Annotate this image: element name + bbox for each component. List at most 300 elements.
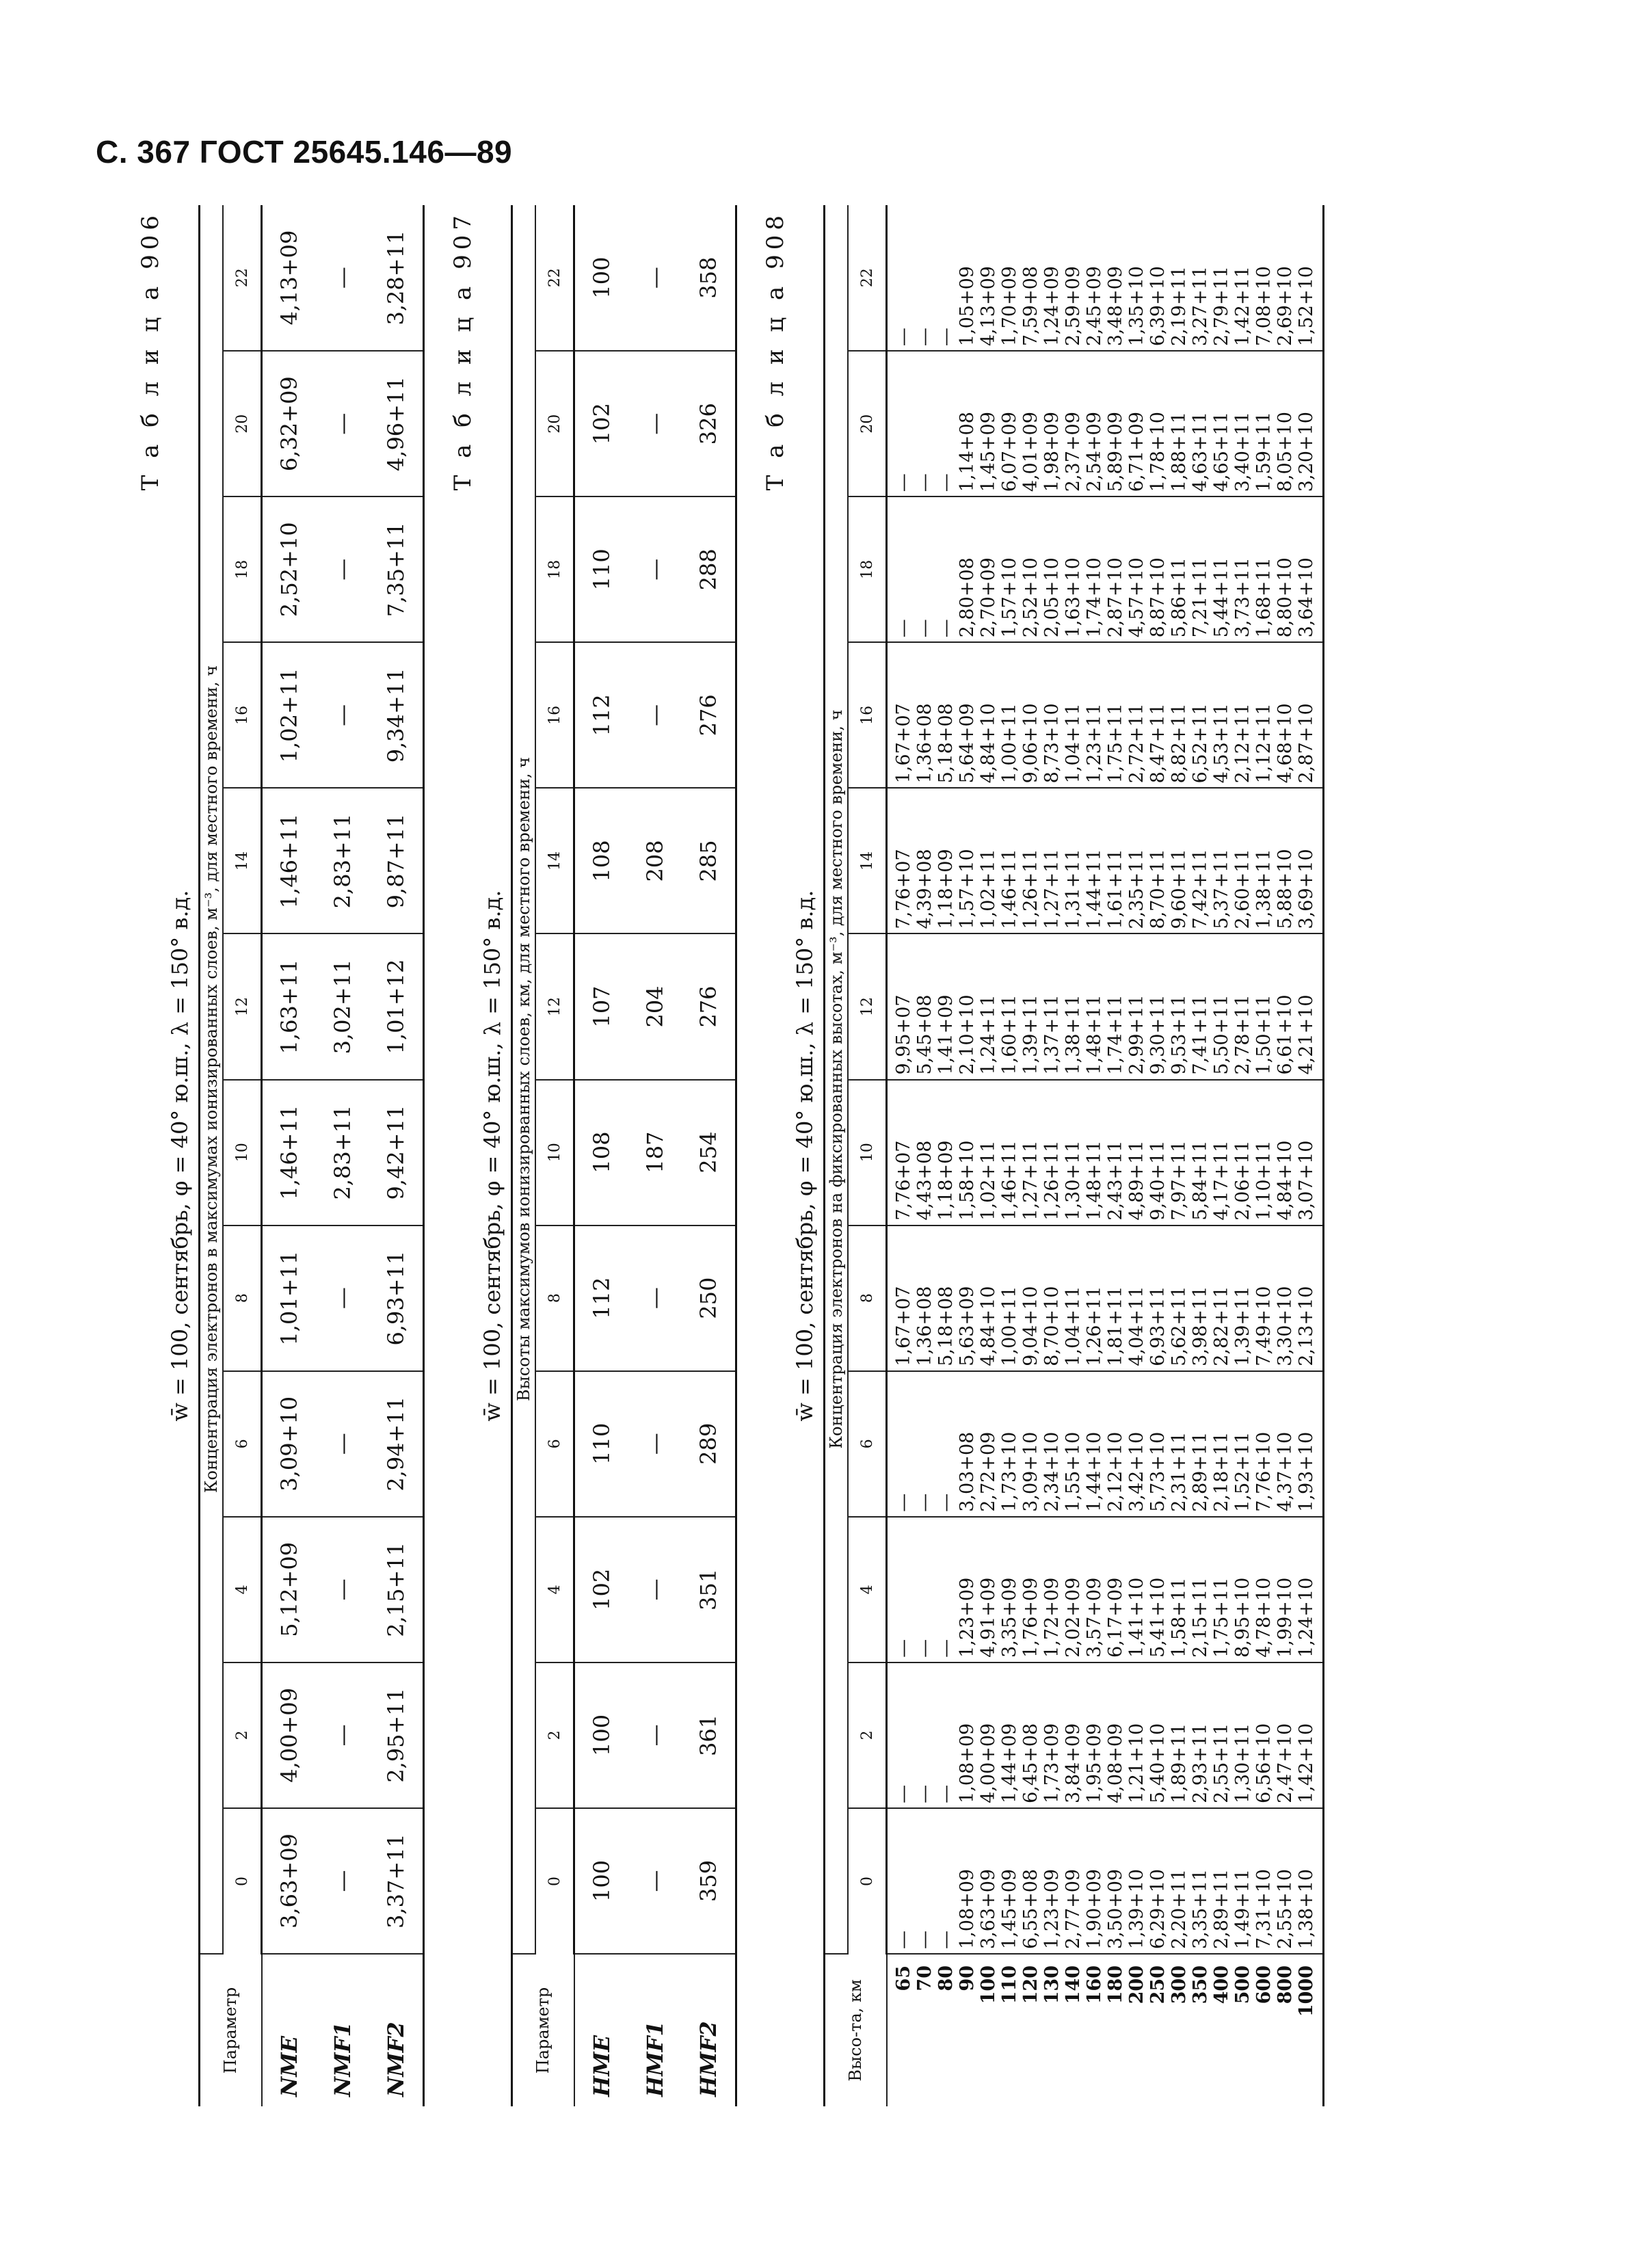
value-cell: 1,60+11 <box>999 933 1020 1079</box>
value-cell: 1,18+09 <box>935 788 957 933</box>
value-cell: 110 <box>574 1371 629 1517</box>
value-cell: 208 <box>628 788 682 933</box>
value-cell: 4,37+10 <box>1275 1371 1296 1517</box>
hour-header: 2 <box>848 1662 887 1808</box>
value-cell: 3,09+10 <box>262 1371 317 1517</box>
value-cell: 8,80+10 <box>1275 496 1296 642</box>
value-cell: 2,35+11 <box>1126 788 1147 933</box>
value-cell: 204 <box>628 933 682 1079</box>
value-cell: 1,58+10 <box>957 1080 978 1226</box>
value-cell: 8,95+10 <box>1232 1517 1253 1662</box>
value-cell: 2,83+11 <box>316 788 369 933</box>
value-cell: 2,72+09 <box>978 1371 999 1517</box>
value-cell: 3,35+11 <box>1190 1808 1211 1954</box>
value-cell: 4,84+10 <box>978 642 999 788</box>
table-row <box>316 205 369 2106</box>
value-cell: 1,39+10 <box>1126 1808 1147 1954</box>
value-cell: — <box>628 1371 682 1517</box>
value-cell: 7,76+10 <box>1253 1371 1275 1517</box>
value-cell: 9,40+11 <box>1147 1080 1169 1226</box>
value-cell: 1,38+10 <box>1296 1808 1324 1954</box>
value-cell: 3,03+08 <box>957 1371 978 1517</box>
value-cell: — <box>887 1662 915 1808</box>
value-cell: — <box>628 496 682 642</box>
value-cell: 3,30+10 <box>1275 1226 1296 1371</box>
value-cell: 1,30+11 <box>1063 1080 1084 1226</box>
hour-header: 0 <box>848 1808 887 1954</box>
value-cell: 3,40+11 <box>1232 351 1253 496</box>
value-cell: 7,35+11 <box>369 496 424 642</box>
value-cell: 5,40+10 <box>1147 1662 1169 1808</box>
table-907 <box>511 205 737 2106</box>
value-cell: — <box>316 642 369 788</box>
value-cell: 6,52+11 <box>1190 642 1211 788</box>
height-header: Высо-та, км <box>825 1954 887 2106</box>
value-cell: 1,10+11 <box>1253 1080 1275 1226</box>
hour-header: 12 <box>535 933 574 1079</box>
height-cell: 110 <box>999 1965 1020 2004</box>
table-row <box>887 205 915 2106</box>
height-cell: 130 <box>1041 1965 1063 2004</box>
value-cell: 2,15+11 <box>369 1517 424 1662</box>
value-cell: 7,49+10 <box>1253 1226 1275 1371</box>
value-cell: 1,48+11 <box>1084 933 1105 1079</box>
table-907-body <box>574 205 736 2106</box>
group-header: Концентрация электронов в максимумах ионизированных слоев, м⁻³, для местного времени, ч <box>200 205 224 1954</box>
value-cell: — <box>316 1226 369 1371</box>
value-cell: 7,59+08 <box>1020 205 1041 351</box>
table-row <box>1296 205 1324 2106</box>
value-cell: 1,46+11 <box>999 788 1020 933</box>
param-name: NMF1 <box>330 2022 356 2097</box>
value-cell: 3,50+09 <box>1105 1808 1126 1954</box>
value-cell: 2,05+10 <box>1041 496 1063 642</box>
value-cell: 2,31+11 <box>1169 1371 1190 1517</box>
value-cell: 1,95+09 <box>1084 1662 1105 1808</box>
hour-header: 8 <box>223 1226 262 1371</box>
value-cell: 3,73+11 <box>1232 496 1253 642</box>
hour-header: 0 <box>223 1808 262 1954</box>
value-cell: 2,80+08 <box>957 496 978 642</box>
height-cell: 180 <box>1105 1965 1126 2004</box>
value-cell: 7,97+11 <box>1169 1080 1190 1226</box>
value-cell: 2,89+11 <box>1190 1371 1211 1517</box>
value-cell: 358 <box>682 205 736 351</box>
value-cell: — <box>628 351 682 496</box>
value-cell: 1,37+11 <box>1041 933 1063 1079</box>
height-cell: 160 <box>1084 1965 1105 2004</box>
value-cell: 1,01+11 <box>262 1226 317 1371</box>
value-cell: 7,31+10 <box>1253 1808 1275 1954</box>
table-908-condition: w̄ = 100, сентябрь, φ = 40° ю.ш., λ = 150° в.д. <box>792 890 818 1422</box>
value-cell: 359 <box>682 1808 736 1954</box>
table-906-condition: w̄ = 100, сентябрь, φ = 40° ю.ш., λ = 150° в.д. <box>167 890 193 1422</box>
value-cell: — <box>914 1808 935 1954</box>
value-cell: 4,84+10 <box>978 1226 999 1371</box>
hour-header: 4 <box>223 1517 262 1662</box>
value-cell: 1,63+11 <box>262 933 317 1079</box>
value-cell: 3,02+11 <box>316 933 369 1079</box>
value-cell: 108 <box>574 1080 629 1226</box>
value-cell: 1,36+08 <box>914 642 935 788</box>
value-cell: 2,54+09 <box>1084 351 1105 496</box>
param-name: NME <box>276 2035 302 2097</box>
value-cell: 4,65+11 <box>1211 351 1232 496</box>
value-cell: 6,61+10 <box>1275 933 1296 1079</box>
table-908-block <box>762 205 1324 2106</box>
value-cell: 1,48+11 <box>1084 1080 1105 1226</box>
table-row <box>1253 205 1275 2106</box>
value-cell: 1,38+11 <box>1063 933 1084 1079</box>
value-cell: 1,12+11 <box>1253 642 1275 788</box>
value-cell: 6,39+10 <box>1147 205 1169 351</box>
value-cell: 5,73+10 <box>1147 1371 1169 1517</box>
value-cell: 9,42+11 <box>369 1080 424 1226</box>
value-cell: 1,89+11 <box>1169 1662 1190 1808</box>
value-cell: 5,63+09 <box>957 1226 978 1371</box>
value-cell: 1,44+10 <box>1084 1371 1105 1517</box>
value-cell: 2,55+11 <box>1211 1662 1232 1808</box>
table-907-label: Т а б л и ц а 907 <box>449 211 477 491</box>
value-cell: 5,64+09 <box>957 642 978 788</box>
value-cell: 2,12+11 <box>1232 642 1253 788</box>
hour-header: 16 <box>848 642 887 788</box>
value-cell: 3,63+09 <box>978 1808 999 1954</box>
table-906 <box>198 205 425 2106</box>
value-cell: 276 <box>682 642 736 788</box>
value-cell: 7,21+11 <box>1190 496 1211 642</box>
value-cell: 1,45+09 <box>999 1808 1020 1954</box>
value-cell: 1,41+09 <box>935 933 957 1079</box>
value-cell: 1,58+11 <box>1169 1517 1190 1662</box>
value-cell: 4,89+11 <box>1126 1080 1147 1226</box>
value-cell: 1,61+11 <box>1105 788 1126 933</box>
value-cell: 1,49+11 <box>1232 1808 1253 1954</box>
value-cell: 1,04+11 <box>1063 642 1084 788</box>
value-cell: 6,32+09 <box>262 351 317 496</box>
value-cell: 3,27+11 <box>1190 205 1211 351</box>
value-cell: 2,89+11 <box>1211 1808 1232 1954</box>
table-row <box>1275 205 1296 2106</box>
value-cell: 2,19+11 <box>1169 205 1190 351</box>
group-header: Высоты максимумов ионизированных слоев, км, для местного времени, ч <box>512 205 536 1954</box>
value-cell: 1,98+09 <box>1041 351 1063 496</box>
value-cell: 6,93+11 <box>369 1226 424 1371</box>
value-cell: — <box>628 205 682 351</box>
value-cell: — <box>316 496 369 642</box>
value-cell: 2,47+10 <box>1275 1662 1296 1808</box>
value-cell: — <box>935 1662 957 1808</box>
table-row <box>1084 205 1105 2106</box>
value-cell: 1,24+10 <box>1296 1517 1324 1662</box>
value-cell: 1,36+08 <box>914 1226 935 1371</box>
value-cell: 2,93+11 <box>1190 1662 1211 1808</box>
value-cell: 8,70+11 <box>1147 788 1169 933</box>
value-cell: — <box>887 1517 915 1662</box>
table-row <box>1169 205 1190 2106</box>
height-cell: 65 <box>892 1965 914 1991</box>
value-cell: 5,62+11 <box>1169 1226 1190 1371</box>
value-cell: 5,86+11 <box>1169 496 1190 642</box>
height-cell: 500 <box>1232 1965 1253 2004</box>
hours-row <box>848 205 887 2106</box>
value-cell: 6,93+11 <box>1147 1226 1169 1371</box>
value-cell: — <box>914 1517 935 1662</box>
table-row <box>1211 205 1232 2106</box>
value-cell: 276 <box>682 933 736 1079</box>
value-cell: — <box>887 1808 915 1954</box>
value-cell: 8,47+11 <box>1147 642 1169 788</box>
group-header: Концентрация электронов на фиксированных высотах, м⁻³, для местного времени, ч <box>825 205 849 1954</box>
value-cell: 2,72+11 <box>1126 642 1147 788</box>
value-cell: 2,77+09 <box>1063 1808 1084 1954</box>
value-cell: 7,76+07 <box>887 1080 915 1226</box>
value-cell: — <box>628 1662 682 1808</box>
value-cell: 100 <box>574 1808 629 1954</box>
value-cell: 6,55+08 <box>1020 1808 1041 1954</box>
value-cell: — <box>914 205 935 351</box>
page-header: С. 367 ГОСТ 25645.146—89 <box>96 134 513 170</box>
value-cell: 1,76+09 <box>1020 1517 1041 1662</box>
hour-header: 20 <box>535 351 574 496</box>
value-cell: — <box>316 205 369 351</box>
value-cell: 187 <box>628 1080 682 1226</box>
value-cell: 4,39+08 <box>914 788 935 933</box>
value-cell: 2,79+11 <box>1211 205 1232 351</box>
value-cell: 1,14+08 <box>957 351 978 496</box>
value-cell: 1,42+11 <box>1232 205 1253 351</box>
value-cell: — <box>935 1808 957 1954</box>
value-cell: — <box>935 496 957 642</box>
table-908-label: Т а б л и ц а 908 <box>762 211 789 491</box>
table-row <box>369 205 424 2106</box>
value-cell: 2,59+09 <box>1063 205 1084 351</box>
table-row <box>1041 205 1063 2106</box>
value-cell: 3,37+11 <box>369 1808 424 1954</box>
value-cell: 1,27+11 <box>1020 1080 1041 1226</box>
value-cell: 8,82+11 <box>1169 642 1190 788</box>
value-cell: 1,63+10 <box>1063 496 1084 642</box>
hour-header: 6 <box>535 1371 574 1517</box>
value-cell: 5,88+10 <box>1275 788 1296 933</box>
value-cell: — <box>316 1371 369 1517</box>
value-cell: 326 <box>682 351 736 496</box>
value-cell: 1,01+12 <box>369 933 424 1079</box>
value-cell: 1,41+10 <box>1126 1517 1147 1662</box>
hour-header: 8 <box>848 1226 887 1371</box>
value-cell: 5,12+09 <box>262 1517 317 1662</box>
value-cell: 2,95+11 <box>369 1662 424 1808</box>
height-cell: 90 <box>957 1965 978 1991</box>
value-cell: 4,21+10 <box>1296 933 1324 1079</box>
table-row <box>1147 205 1169 2106</box>
value-cell: 1,23+09 <box>1041 1808 1063 1954</box>
value-cell: 4,63+11 <box>1190 351 1211 496</box>
value-cell: 1,90+09 <box>1084 1808 1105 1954</box>
value-cell: 1,74+11 <box>1105 933 1126 1079</box>
value-cell: 2,18+11 <box>1211 1371 1232 1517</box>
table-row <box>1063 205 1084 2106</box>
param-name: HMF2 <box>682 1954 736 2106</box>
height-cell: 800 <box>1275 1965 1296 2004</box>
value-cell: 1,50+11 <box>1253 933 1275 1079</box>
hour-header: 12 <box>223 933 262 1079</box>
value-cell: 1,46+11 <box>262 1080 317 1226</box>
table-row <box>1020 205 1041 2106</box>
value-cell: 1,23+09 <box>957 1517 978 1662</box>
value-cell: 1,08+09 <box>957 1808 978 1954</box>
value-cell: 1,02+11 <box>978 788 999 933</box>
value-cell: 8,87+10 <box>1147 496 1169 642</box>
hour-header: 6 <box>223 1371 262 1517</box>
value-cell: 8,05+10 <box>1275 351 1296 496</box>
value-cell: 2,06+11 <box>1232 1080 1253 1226</box>
value-cell: 2,43+11 <box>1105 1080 1126 1226</box>
value-cell: 1,21+10 <box>1126 1662 1147 1808</box>
value-cell: 1,99+10 <box>1275 1517 1296 1662</box>
hour-header: 6 <box>848 1371 887 1517</box>
value-cell: 3,57+09 <box>1084 1517 1105 1662</box>
value-cell: 2,34+10 <box>1041 1371 1063 1517</box>
value-cell: 5,41+10 <box>1147 1517 1169 1662</box>
table-908-body <box>887 205 1324 2106</box>
param-header: Параметр <box>512 1954 574 2106</box>
table-907-block <box>449 205 737 2106</box>
value-cell: 2,87+10 <box>1105 496 1126 642</box>
value-cell: 5,45+08 <box>914 933 935 1079</box>
hour-header: 2 <box>535 1662 574 1808</box>
value-cell: 1,57+10 <box>957 788 978 933</box>
value-cell: 7,08+10 <box>1253 205 1275 351</box>
value-cell: 1,78+10 <box>1147 351 1169 496</box>
value-cell: 102 <box>574 351 629 496</box>
value-cell: — <box>887 205 915 351</box>
value-cell: 4,68+10 <box>1275 642 1296 788</box>
value-cell: 4,00+09 <box>262 1662 317 1808</box>
hour-header: 2 <box>223 1662 262 1808</box>
value-cell: 6,56+10 <box>1253 1662 1275 1808</box>
value-cell: 1,52+10 <box>1296 205 1324 351</box>
hour-header: 16 <box>535 642 574 788</box>
value-cell: 9,60+11 <box>1169 788 1190 933</box>
value-cell: 1,35+10 <box>1126 205 1147 351</box>
value-cell: — <box>914 496 935 642</box>
hour-header: 4 <box>848 1517 887 1662</box>
height-cell: 250 <box>1147 1965 1169 2004</box>
value-cell: 1,67+07 <box>887 642 915 788</box>
height-cell: 80 <box>935 1965 957 1991</box>
value-cell: 5,18+08 <box>935 642 957 788</box>
value-cell: 4,91+09 <box>978 1517 999 1662</box>
value-cell: 2,45+09 <box>1084 205 1105 351</box>
value-cell: — <box>935 1517 957 1662</box>
height-cell: 1000 <box>1296 1954 1324 2106</box>
hour-header: 22 <box>223 205 262 351</box>
value-cell: 4,43+08 <box>914 1080 935 1226</box>
table-row <box>574 205 629 2106</box>
value-cell: 108 <box>574 788 629 933</box>
value-cell: 1,57+10 <box>999 496 1020 642</box>
value-cell: 2,60+11 <box>1232 788 1253 933</box>
value-cell: 1,27+11 <box>1041 788 1063 933</box>
hour-header: 12 <box>848 933 887 1079</box>
value-cell: 112 <box>574 1226 629 1371</box>
value-cell: 2,12+10 <box>1105 1371 1126 1517</box>
value-cell: 1,72+09 <box>1041 1517 1063 1662</box>
rotated-content <box>137 205 1586 2106</box>
height-cell: 400 <box>1211 1965 1232 2004</box>
value-cell: 2,83+11 <box>316 1080 369 1226</box>
value-cell: 4,78+10 <box>1253 1517 1275 1662</box>
hour-header: 18 <box>535 496 574 642</box>
value-cell: 3,69+10 <box>1296 788 1324 933</box>
value-cell: 7,76+07 <box>887 788 915 933</box>
value-cell: 1,00+11 <box>999 1226 1020 1371</box>
value-cell: 250 <box>682 1226 736 1371</box>
value-cell: 1,74+10 <box>1084 496 1105 642</box>
value-cell: — <box>316 1662 369 1808</box>
value-cell: 1,23+11 <box>1084 642 1105 788</box>
value-cell: 7,41+11 <box>1190 933 1211 1079</box>
value-cell: 6,71+09 <box>1126 351 1147 496</box>
height-cell: 600 <box>1253 1965 1275 2004</box>
value-cell: 1,46+11 <box>262 788 317 933</box>
value-cell: 2,52+10 <box>262 496 317 642</box>
table-908 <box>823 205 1324 2106</box>
hour-header: 4 <box>535 1517 574 1662</box>
height-cell: 70 <box>914 1965 935 1991</box>
value-cell: 1,68+11 <box>1253 496 1275 642</box>
hour-header: 20 <box>223 351 262 496</box>
value-cell: 2,37+09 <box>1063 351 1084 496</box>
value-cell: 1,04+11 <box>1063 1226 1084 1371</box>
value-cell: 1,31+11 <box>1063 788 1084 933</box>
value-cell: — <box>935 351 957 496</box>
table-row <box>628 205 682 2106</box>
value-cell: 4,17+11 <box>1211 1080 1232 1226</box>
value-cell: — <box>935 205 957 351</box>
value-cell: 2,99+11 <box>1126 933 1147 1079</box>
value-cell: — <box>914 351 935 496</box>
value-cell: 3,28+11 <box>369 205 424 351</box>
value-cell: 1,24+11 <box>978 933 999 1079</box>
value-cell: — <box>628 1226 682 1371</box>
table-row <box>1126 205 1147 2106</box>
value-cell: 1,30+11 <box>1232 1662 1253 1808</box>
value-cell: — <box>628 1808 682 1954</box>
value-cell: 1,75+11 <box>1211 1517 1232 1662</box>
table-row <box>262 205 317 2106</box>
table-row <box>1105 205 1126 2106</box>
value-cell: — <box>935 1371 957 1517</box>
value-cell: 1,81+11 <box>1105 1226 1126 1371</box>
hour-header: 14 <box>848 788 887 933</box>
value-cell: 1,02+11 <box>978 1080 999 1226</box>
value-cell: 3,84+09 <box>1063 1662 1084 1808</box>
value-cell: 1,39+11 <box>1232 1226 1253 1371</box>
hour-header: 8 <box>535 1226 574 1371</box>
hours-row <box>223 205 262 2106</box>
value-cell: 1,59+11 <box>1253 351 1275 496</box>
value-cell: 2,02+09 <box>1063 1517 1084 1662</box>
value-cell: 1,52+11 <box>1232 1371 1253 1517</box>
value-cell: 5,84+11 <box>1190 1080 1211 1226</box>
value-cell: 2,78+11 <box>1232 933 1253 1079</box>
hours-row <box>535 205 574 2106</box>
param-header: Параметр <box>200 1954 262 2106</box>
value-cell: 351 <box>682 1517 736 1662</box>
table-row <box>957 205 978 2106</box>
